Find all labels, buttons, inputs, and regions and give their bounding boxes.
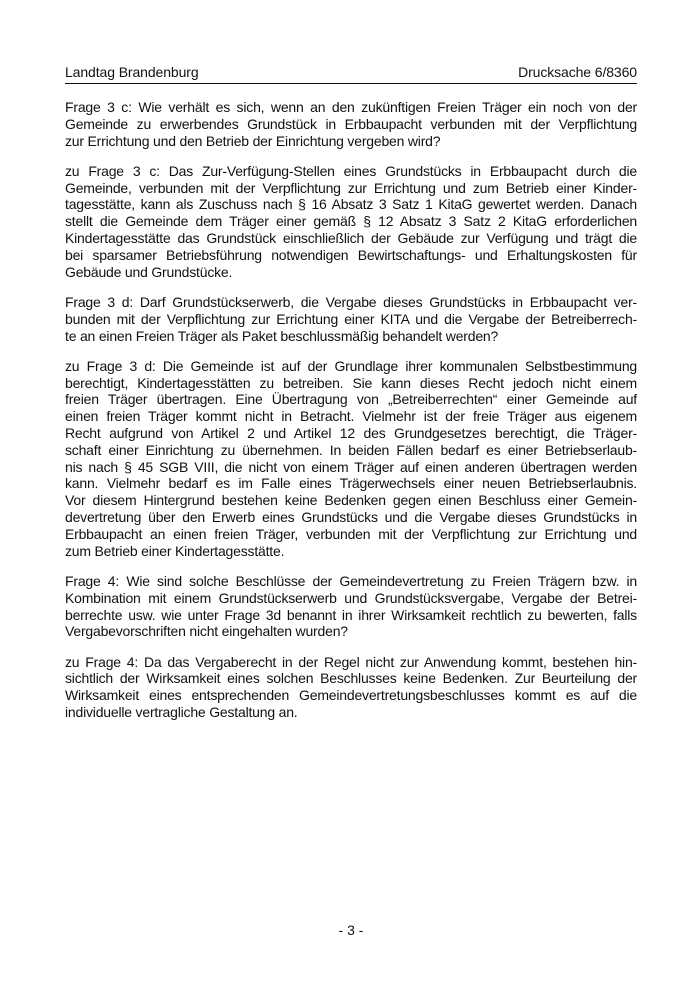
text-line: zum Betrieb einer Kindertagesstätte.	[65, 542, 285, 559]
text-line: einen freien Träger kommt nicht in Betracht. Vielmehr ist der freie Träger aus eigenem	[65, 408, 637, 425]
header-publisher: Landtag Brandenburg	[65, 64, 199, 80]
text-line: bunden mit der Verpflichtung zur Errichtung einer KITA und die Vergabe der Betreiberrech-	[65, 310, 637, 327]
paragraph-frage-4	[65, 573, 637, 640]
text-line: Kindertagesstätte das Grundstück einschließlich der Gebäude zur Verfügung und trägt die	[65, 230, 637, 247]
text-line: sichtlich der Wirksamkeit eines solchen Beschlusses keine Bedenken. Zur Beurteilung der	[65, 670, 637, 687]
paragraph-frage-3d	[65, 294, 637, 344]
header-document-number: Drucksache 6/8360	[518, 64, 637, 80]
text-line: Wirksamkeit eines entsprechenden Gemeindevertretungsbeschlusses kommt es auf die	[65, 687, 637, 704]
text-line: zu Frage 4: Da das Vergaberecht in der Regel nicht zur Anwendung kommt, bestehen hin-	[65, 653, 637, 670]
text-line: berrechte usw. wie unter Frage 3d benannt in ihrer Wirksamkeit rechtlich zu bewerten, falls	[65, 606, 637, 623]
page-footer	[65, 922, 637, 939]
page-header	[65, 64, 637, 81]
text-line: berechtigt, Kindertagesstätten zu betreiben. Sie kann dieses Recht jedoch nicht einem	[65, 374, 637, 391]
paragraph-frage-3c	[65, 99, 637, 149]
text-line: devertretung über den Erwerb eines Grundstücks und die Vergabe dieses Grundstücks in	[65, 509, 637, 526]
text-line: stellt die Gemeinde dem Träger einer gemäß § 12 Absatz 3 Satz 2 KitaG erforderlichen	[65, 213, 637, 230]
text-line: nis nach § 45 SGB VIII, die nicht von einem Träger auf einen anderen übertragen werden	[65, 458, 637, 475]
paragraph-zu-frage-3c	[65, 163, 637, 281]
text-line: Frage 3 d: Darf Grundstückserwerb, die Vergabe dieses Grundstücks in Erbbaupacht ver-	[65, 293, 637, 310]
text-line: zur Errichtung und den Betrieb der Einrichtung vergeben wird?	[65, 132, 441, 149]
text-line: zu Frage 3 c: Das Zur-Verfügung-Stellen eines Grundstücks in Erbbaupacht durch die	[65, 162, 637, 179]
text-line: Frage 3 c: Wie verhält es sich, wenn an den zukünftigen Freien Träger ein noch von der	[65, 99, 637, 115]
text-line: individuelle vertragliche Gestaltung an.	[65, 704, 298, 720]
paragraph-zu-frage-4	[65, 654, 637, 721]
text-line: Gemeinde, verbunden mit der Verpflichtung zur Errichtung und zum Betrieb einer Kinder-	[65, 179, 637, 196]
text-line: zu Frage 3 d: Die Gemeinde ist auf der Grundlage ihrer kommunalen Selbstbestimmung	[65, 357, 637, 374]
text-line: Gebäude und Grundstücke.	[65, 263, 233, 280]
text-line: Vergabevorschriften nicht eingehalten wurden?	[65, 623, 348, 640]
text-line: freien Träger übertragen. Eine Übertragung von „Betreiberrechten“ einer Gemeinde auf	[65, 391, 637, 408]
text-line: Recht aufgrund von Artikel 2 und Artikel 12 des Grundgesetzes berechtigt, die Träger-	[65, 425, 637, 442]
text-line: Vor diesem Hintergrund bestehen keine Bedenken gegen einen Beschluss einer Gemein-	[65, 492, 637, 509]
text-line: Erbbaupacht an einen freien Träger, verbunden mit der Verpflichtung zur Errichtung und	[65, 525, 637, 542]
text-line: bei sparsamer Betriebsführung notwendigen Bewirtschaftungs- und Erhaltungskosten für	[65, 246, 637, 263]
text-line: Kombination mit einem Grundstückserwerb und Grundstücksvergabe, Vergabe der Betrei-	[65, 589, 637, 606]
text-line: schaft einer Einrichtung zu übernehmen. In beiden Fällen bedarf es einer Betriebserlaub-	[65, 441, 637, 458]
text-line: Gemeinde zu erwerbendes Grundstück in Erbbaupacht verbunden mit der Verpflichtung	[65, 115, 637, 132]
text-line: tagesstätte, kann als Zuschuss nach § 16 Absatz 3 Satz 1 KitaG gewertet werden. Danach	[65, 196, 637, 213]
text-line: Frage 4: Wie sind solche Beschlüsse der Gemeindevertretung zu Freien Trägern bzw. in	[65, 572, 637, 589]
text-line: kann. Vielmehr bedarf es im Falle eines Trägerwechsels einer neuen Betriebserlaubnis.	[65, 475, 637, 492]
text-line: te an einen Freien Träger als Paket beschlussmäßig behandelt werden?	[65, 327, 499, 344]
document-body	[65, 99, 637, 734]
paragraph-zu-frage-3d	[65, 358, 637, 560]
page-number: - 3 -	[338, 922, 364, 938]
header-rule	[65, 83, 637, 84]
